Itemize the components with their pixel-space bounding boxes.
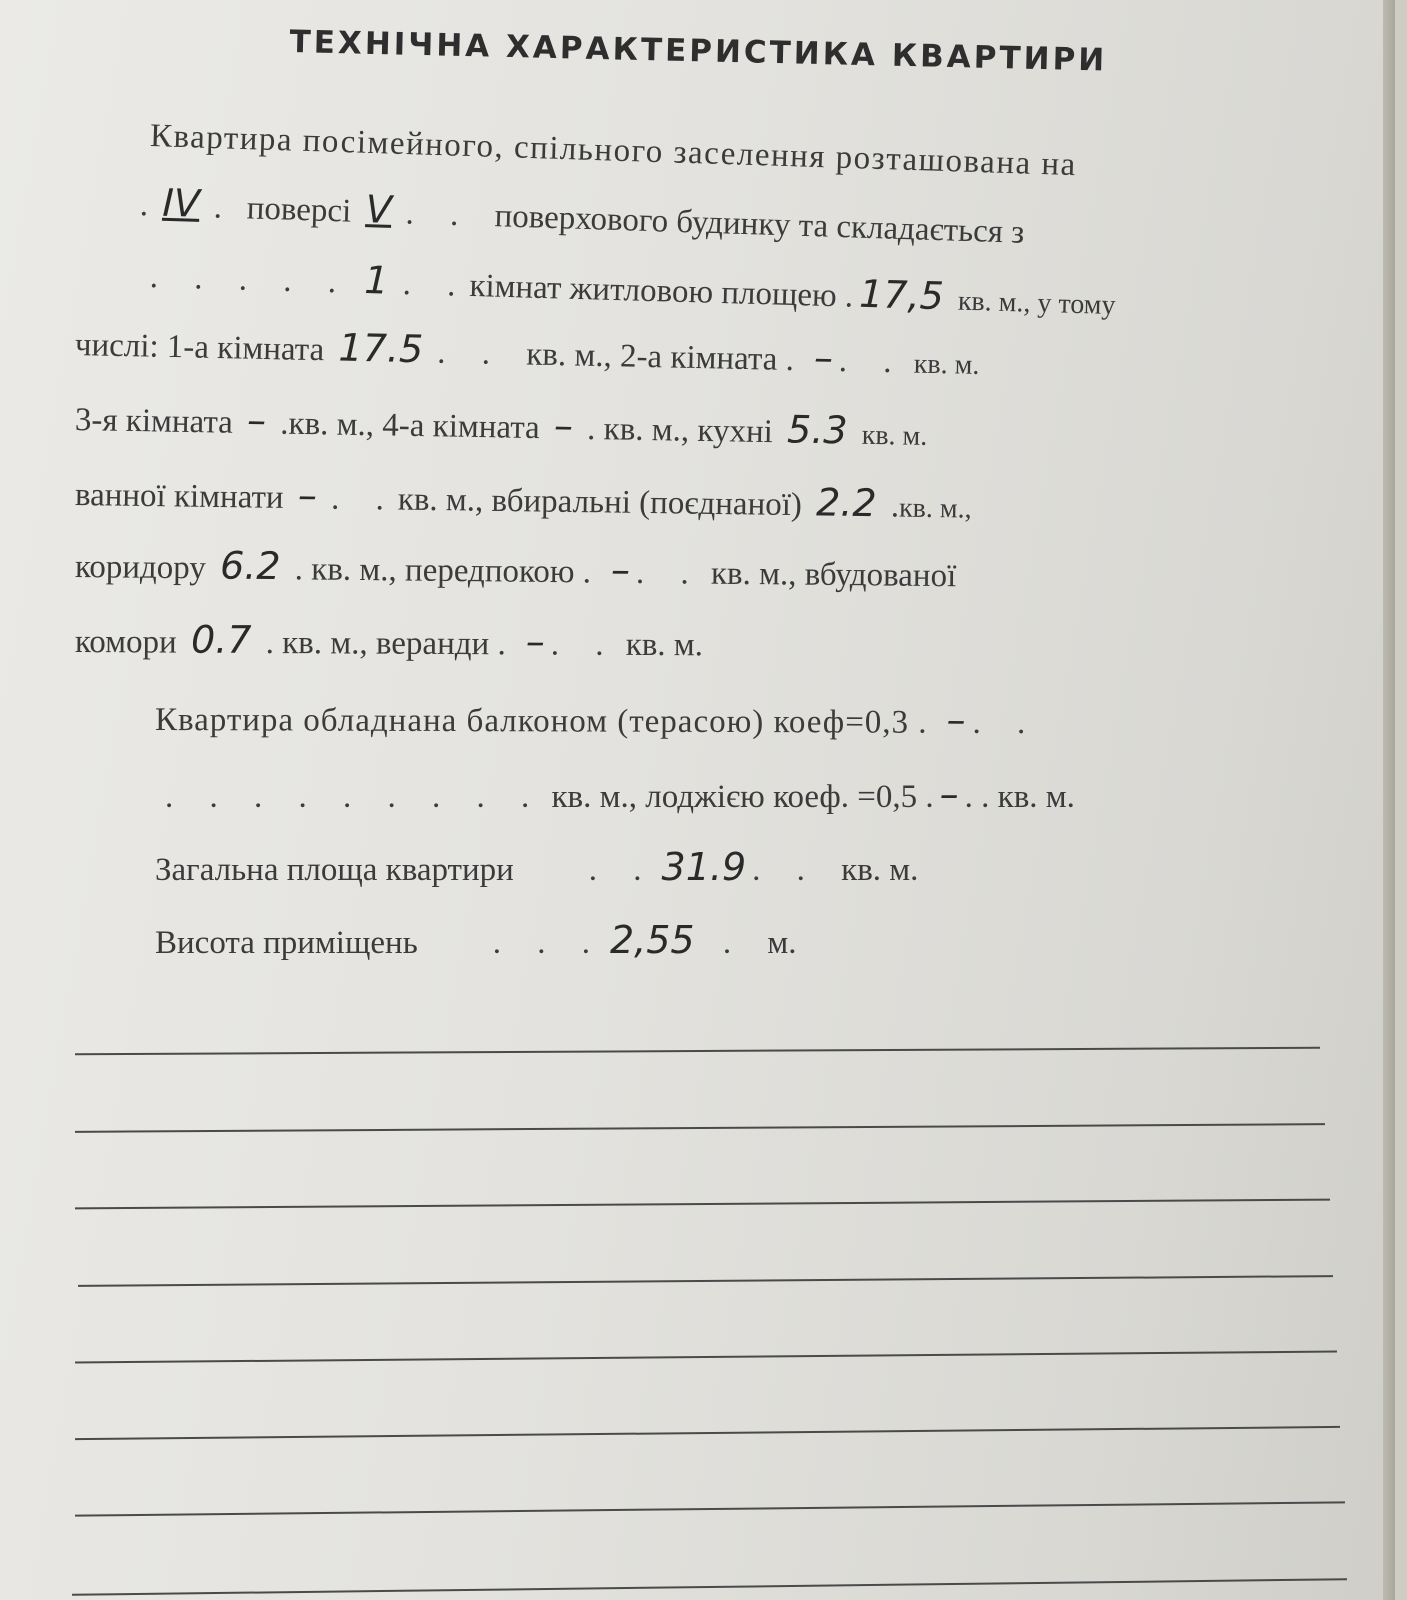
total-area-line: Загальна площа квартири . . 31.9 . . кв. м.	[155, 845, 919, 889]
ceiling-height-label: Висота приміщень	[155, 925, 418, 961]
text-line-5: 3-я кімната – .кв. м., 4-а кімната – . кв. м., кухні 5.3 кв. м.	[74, 398, 928, 453]
rooms-value: 1	[363, 257, 390, 303]
kitchen-value: 5.3	[786, 407, 848, 453]
blank-rule	[75, 1047, 1320, 1056]
veranda-value: –	[525, 619, 545, 664]
balcony-value: –	[946, 697, 967, 742]
blank-rule	[72, 1578, 1347, 1596]
text-line-7: коридору 6.2 . кв. м., передпокою . – . . кв. м., вбудованої	[74, 543, 957, 595]
ceiling-height-line: Висота приміщень . . . 2,55 . м.	[155, 918, 797, 962]
ceiling-height-value: 2,55	[610, 918, 695, 962]
room2-value: –	[813, 335, 834, 380]
text-line-8: комори 0.7 . кв. м., веранди . – . . кв. м.	[74, 617, 704, 664]
hall-value: –	[610, 547, 631, 592]
bath-value: –	[297, 473, 318, 518]
blank-rule	[75, 1350, 1337, 1363]
blank-rule	[75, 1426, 1340, 1440]
total-area-value: 31.9	[661, 845, 747, 889]
text-line-10: . . . . . . . . . кв. м., лоджією коеф. =0,5 . – . . кв. м.	[165, 772, 1075, 816]
wc-value: 2.2	[815, 480, 877, 526]
total-area-label: Загальна площа квартири	[155, 852, 514, 888]
blank-rule	[75, 1199, 1330, 1210]
text-line-9: Квартира обладнана балконом (терасою) коеф=0,3 . – . .	[154, 697, 1040, 742]
loggia-value: –	[939, 772, 959, 816]
text-line-6: ванної кімнати – . .кв. м., вбиральні (поєднаної) 2.2 .кв. м.,	[74, 473, 972, 526]
text-line-4: числі: 1-а кімната 17.5 . . кв. м., 2-а кімната . – . . кв. м.	[74, 325, 980, 381]
room3-value: –	[246, 398, 267, 443]
text-line-2: . IV . поверсі V . . поверхового будинку та складається з	[139, 180, 1025, 251]
blank-rule	[75, 1123, 1325, 1133]
room1-value: 17.5	[338, 325, 424, 372]
closet-value: 0.7	[190, 617, 252, 662]
living-area-value: 17,5	[858, 271, 945, 319]
document-title: ТЕХНІЧНА ХАРАКТЕРИСТИКА КВАРТИРИ	[289, 24, 1108, 79]
text-line-1: Квартира посімейного, спільного заселення розташована на	[149, 118, 1078, 184]
corridor-value: 6.2	[219, 543, 281, 589]
blank-rule	[75, 1501, 1345, 1516]
page-edge	[1383, 0, 1395, 1600]
floor-value: IV	[161, 180, 201, 226]
blank-rule	[78, 1275, 1333, 1287]
floors-total-value: V	[364, 187, 393, 232]
text-line-3: . . . . . 1 . .кімнат житловою площею . 17,5 кв. м., у тому	[149, 257, 1116, 321]
room4-value: –	[553, 403, 574, 448]
